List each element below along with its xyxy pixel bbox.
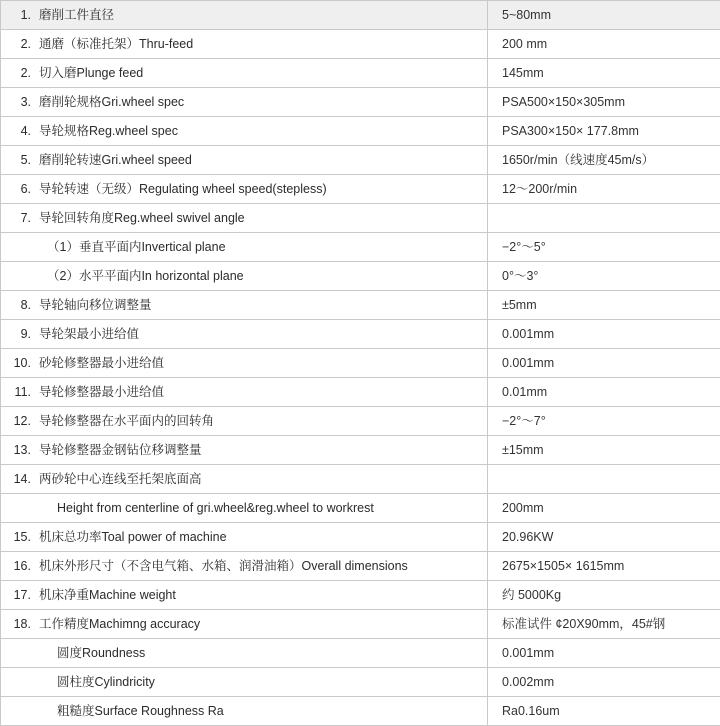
- spec-index: 6.: [1, 182, 39, 197]
- spec-label-cell: [1, 349, 488, 378]
- spec-label: 切入磨Plunge feed: [39, 66, 143, 81]
- spec-label: 导轮修整器金钢钻位移调整量: [39, 443, 202, 458]
- spec-value: 约 5000Kg: [488, 581, 720, 610]
- spec-value: −2°～7°: [488, 407, 720, 436]
- spec-label-cell: [1, 146, 488, 175]
- spec-value: 12～200r/min: [488, 175, 720, 204]
- spec-label-cell: [1, 610, 488, 639]
- table-row: [1, 349, 720, 378]
- spec-label: 粗糙度Surface Roughness Ra: [39, 704, 224, 719]
- spec-value: 0.001mm: [488, 349, 720, 378]
- spec-label: 两砂轮中心连线至托架底面高: [39, 472, 202, 487]
- spec-label: 通磨（标准托架）Thru-feed: [39, 37, 193, 52]
- spec-value: ±5mm: [488, 291, 720, 320]
- spec-label-cell: [1, 523, 488, 552]
- spec-label-cell: [1, 668, 488, 697]
- spec-label-cell: [1, 175, 488, 204]
- spec-label-cell: [1, 262, 488, 291]
- spec-label-cell: [1, 117, 488, 146]
- spec-label: 机床总功率Toal power of machine: [39, 530, 227, 545]
- spec-value: 0°～3°: [488, 262, 720, 291]
- spec-value: PSA500×150×305mm: [488, 88, 720, 117]
- table-row: [1, 291, 720, 320]
- spec-label: 导轮修整器在水平面内的回转角: [39, 414, 214, 429]
- spec-index: 2.: [1, 37, 39, 52]
- spec-value: 0.001mm: [488, 639, 720, 668]
- spec-label-cell: [1, 494, 488, 523]
- spec-value: 20.96KW: [488, 523, 720, 552]
- spec-index: 3.: [1, 95, 39, 110]
- table-row: [1, 1, 720, 30]
- spec-label: 机床净重Machine weight: [39, 588, 176, 603]
- table-row: [1, 465, 720, 494]
- spec-label: （1）垂直平面内Invertical plane: [39, 240, 226, 255]
- spec-value: −2°～5°: [488, 233, 720, 262]
- spec-value: 2675×1505× 1615mm: [488, 552, 720, 581]
- table-row: [1, 697, 720, 726]
- table-row: [1, 233, 720, 262]
- spec-value: 标准试件 ¢20X90mm，45#钢: [488, 610, 720, 639]
- table-row: [1, 610, 720, 639]
- spec-value: 200 mm: [488, 30, 720, 59]
- spec-label: 导轮修整器最小进给值: [39, 385, 164, 400]
- spec-label: 工作精度Machimng accuracy: [39, 617, 200, 632]
- spec-label-cell: [1, 697, 488, 726]
- spec-label-cell: [1, 59, 488, 88]
- specifications-table-body: [1, 1, 720, 726]
- spec-label-cell: [1, 233, 488, 262]
- spec-label-cell: [1, 204, 488, 233]
- spec-value: ±15mm: [488, 436, 720, 465]
- spec-label-cell: [1, 581, 488, 610]
- spec-index: 4.: [1, 124, 39, 139]
- table-row: [1, 668, 720, 697]
- spec-label: 导轮转速（无级）Regulating wheel speed(stepless): [39, 182, 327, 197]
- table-row: [1, 407, 720, 436]
- spec-label: 磨削轮转速Gri.wheel speed: [39, 153, 192, 168]
- spec-label-cell: [1, 436, 488, 465]
- spec-label: 磨削工件直径: [39, 8, 114, 23]
- table-row: [1, 88, 720, 117]
- spec-label: 导轮架最小进给值: [39, 327, 139, 342]
- spec-label: 圆度Roundness: [39, 646, 145, 661]
- spec-index: 11.: [1, 385, 39, 400]
- spec-value: 5~80mm: [488, 1, 720, 30]
- spec-index: 10.: [1, 356, 39, 371]
- spec-index: 12.: [1, 414, 39, 429]
- spec-index: 18.: [1, 617, 39, 632]
- spec-label: 机床外形尺寸（不含电气箱、水箱、润滑油箱）Overall dimensions: [39, 559, 408, 574]
- spec-index: 16.: [1, 559, 39, 574]
- table-row: [1, 204, 720, 233]
- spec-label: 磨削轮规格Gri.wheel spec: [39, 95, 184, 110]
- table-row: [1, 146, 720, 175]
- spec-label-cell: [1, 639, 488, 668]
- spec-label-cell: [1, 291, 488, 320]
- table-row: [1, 523, 720, 552]
- spec-label-cell: [1, 407, 488, 436]
- table-row: [1, 30, 720, 59]
- spec-index: 8.: [1, 298, 39, 313]
- spec-label-cell: [1, 552, 488, 581]
- spec-index: 14.: [1, 472, 39, 487]
- table-row: [1, 639, 720, 668]
- spec-index: 5.: [1, 153, 39, 168]
- spec-value: 1650r/min（线速度45m/s）: [488, 146, 720, 175]
- spec-label: 导轮规格Reg.wheel spec: [39, 124, 178, 139]
- spec-index: 2.: [1, 66, 39, 81]
- spec-value: PSA300×150× 177.8mm: [488, 117, 720, 146]
- spec-label-cell: [1, 465, 488, 494]
- spec-value: 200mm: [488, 494, 720, 523]
- spec-index: 1.: [1, 8, 39, 23]
- table-row: [1, 117, 720, 146]
- spec-label: 导轮回转角度Reg.wheel swivel angle: [39, 211, 245, 226]
- spec-label-cell: [1, 30, 488, 59]
- table-row: [1, 262, 720, 291]
- table-row: [1, 59, 720, 88]
- spec-label-cell: [1, 1, 488, 30]
- table-row: [1, 320, 720, 349]
- spec-label: 砂轮修整器最小进给值: [39, 356, 164, 371]
- table-row: [1, 175, 720, 204]
- spec-value: 145mm: [488, 59, 720, 88]
- spec-value: [488, 465, 720, 494]
- spec-label-cell: [1, 378, 488, 407]
- table-row: [1, 378, 720, 407]
- table-row: [1, 494, 720, 523]
- spec-value: 0.001mm: [488, 320, 720, 349]
- spec-label: （2）水平平面内In horizontal plane: [39, 269, 244, 284]
- spec-index: 13.: [1, 443, 39, 458]
- table-row: [1, 552, 720, 581]
- spec-label-cell: [1, 88, 488, 117]
- spec-value: 0.01mm: [488, 378, 720, 407]
- spec-label-cell: [1, 320, 488, 349]
- table-row: [1, 436, 720, 465]
- spec-value: [488, 204, 720, 233]
- spec-label: Height from centerline of gri.wheel&reg.wheel to workrest: [39, 501, 374, 516]
- spec-value: 0.002mm: [488, 668, 720, 697]
- spec-index: 9.: [1, 327, 39, 342]
- spec-label: 圆柱度Cylindricity: [39, 675, 155, 690]
- table-row: [1, 581, 720, 610]
- spec-index: 17.: [1, 588, 39, 603]
- spec-label: 导轮轴向移位调整量: [39, 298, 152, 313]
- spec-index: 7.: [1, 211, 39, 226]
- spec-index: 15.: [1, 530, 39, 545]
- spec-value: Ra0.16um: [488, 697, 720, 726]
